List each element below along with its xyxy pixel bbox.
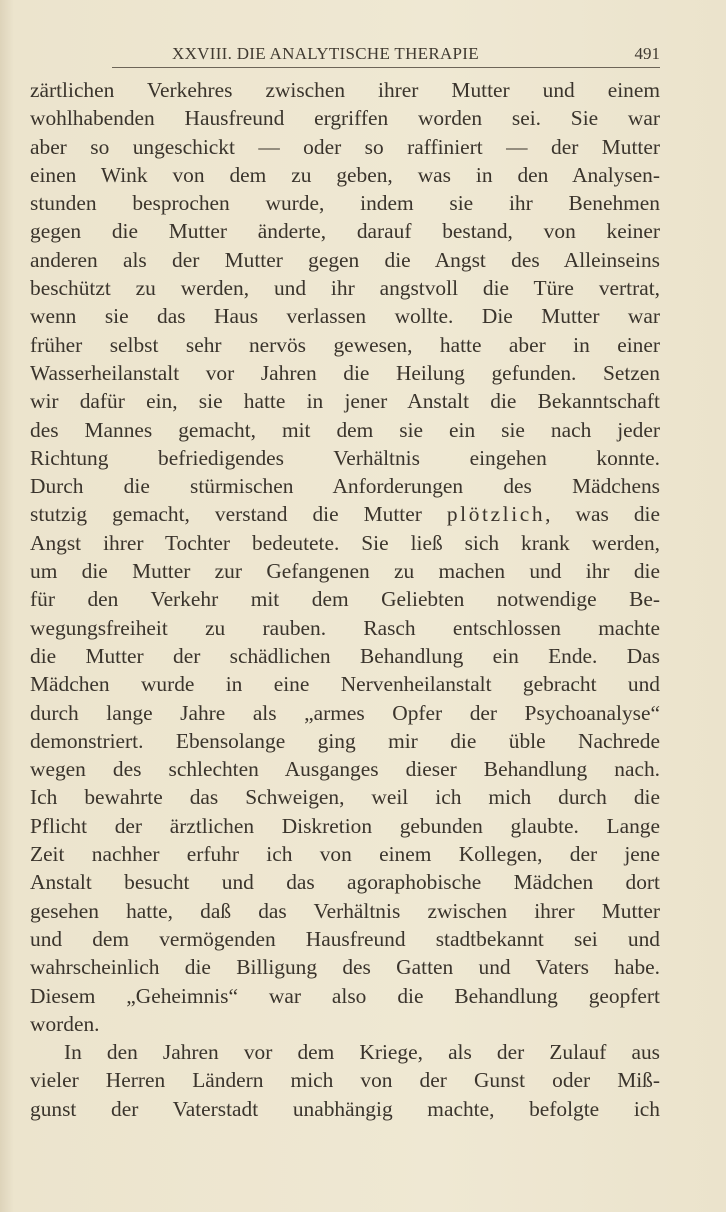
text-line (30, 500, 660, 528)
text-line: wenn sie das Haus verlassen wollte. Die Mutter war (30, 304, 660, 329)
body-text (30, 76, 660, 1123)
text-line: Ich bewahrte das Schweigen, weil ich mich durch die (30, 785, 660, 810)
text-line: des Mannes gemacht, mit dem sie ein sie nach jeder (30, 417, 660, 442)
text-line: durch lange Jahre als „armes Opfer der Psychoanalyse“ (30, 700, 660, 725)
text-segment: , was die (545, 502, 660, 527)
text-line: und dem vermögenden Hausfreund stadtbekannt sei und (30, 926, 660, 951)
emphasized-word: plötzlich (446, 502, 546, 527)
text-line: wegungsfreiheit zu rauben. Rasch entschlossen machte (30, 615, 660, 640)
text-line: zärtlichen Verkehres zwischen ihrer Mutter und einem (30, 78, 660, 102)
text-line: um die Mutter zur Gefangenen zu machen und ihr die (30, 559, 660, 584)
text-line: aber so ungeschickt — oder so raffiniert — der Mutter (30, 134, 660, 159)
text-line: gegen die Mutter änderte, darauf bestand, von keiner (30, 219, 660, 244)
text-line: beschützt zu werden, und ihr angstvoll die Türe vertrat, (30, 276, 660, 301)
text-line: einen Wink von dem zu geben, was in den Analysen- (30, 162, 660, 187)
page-number: 491 (634, 44, 660, 63)
text-line: gesehen hatte, daß das Verhältnis zwischen ihrer Mutter (30, 898, 660, 923)
text-line: früher selbst sehr nervös gewesen, hatte aber in einer (30, 332, 660, 357)
text-line: wir dafür ein, sie hatte in jener Anstalt die Bekanntschaft (30, 389, 660, 414)
text-line: demonstriert. Ebensolange ging mir die üble Nachrede (30, 728, 660, 753)
text-segment: stutzig gemacht, verstand die Mutter (30, 502, 447, 527)
text-line: wohlhabenden Hausfreund ergriffen worden sei. Sie war (30, 106, 660, 131)
page-header (112, 42, 660, 66)
text-line: anderen als der Mutter gegen die Angst des Alleinseins (30, 247, 660, 272)
running-title: XXVIII. DIE ANALYTISCHE THERAPIE (172, 44, 479, 63)
text-line: stunden besprochen wurde, indem sie ihr Benehmen (30, 191, 660, 216)
text-line: In den Jahren vor dem Kriege, als der Zulauf aus (64, 1040, 660, 1065)
text-line: für den Verkehr mit dem Geliebten notwendige Be- (30, 587, 660, 612)
text-line: vieler Herren Ländern mich von der Gunst oder Miß- (30, 1068, 660, 1093)
text-line: Richtung befriedigendes Verhältnis eingehen konnte. (30, 445, 660, 470)
text-line: Wasserheilanstalt vor Jahren die Heilung gefunden. Setzen (30, 360, 660, 385)
text-line: Mädchen wurde in eine Nervenheilanstalt gebracht und (30, 672, 660, 697)
text-line: wegen des schlechten Ausganges dieser Behandlung nach. (30, 757, 660, 782)
text-line: Angst ihrer Tochter bedeutete. Sie ließ sich krank werden, (30, 530, 660, 555)
text-line: Pflicht der ärztlichen Diskretion gebunden glaubte. Lange (30, 813, 660, 838)
text-line: wahrscheinlich die Billigung des Gatten und Vaters habe. (30, 955, 660, 980)
text-line: Diesem „Geheimnis“ war also die Behandlung geopfert (30, 983, 660, 1008)
text-line: gunst der Vaterstadt unabhängig machte, befolgte ich (30, 1096, 660, 1121)
text-line: Anstalt besucht und das agoraphobische Mädchen dort (30, 870, 660, 895)
header-rule (112, 67, 660, 68)
text-line: Zeit nachher erfuhr ich von einem Kollegen, der jene (30, 842, 660, 867)
text-line: worden. (30, 1011, 100, 1036)
text-line: Durch die stürmischen Anforderungen des Mädchens (30, 474, 660, 499)
text-line: die Mutter der schädlichen Behandlung ein Ende. Das (30, 643, 660, 668)
